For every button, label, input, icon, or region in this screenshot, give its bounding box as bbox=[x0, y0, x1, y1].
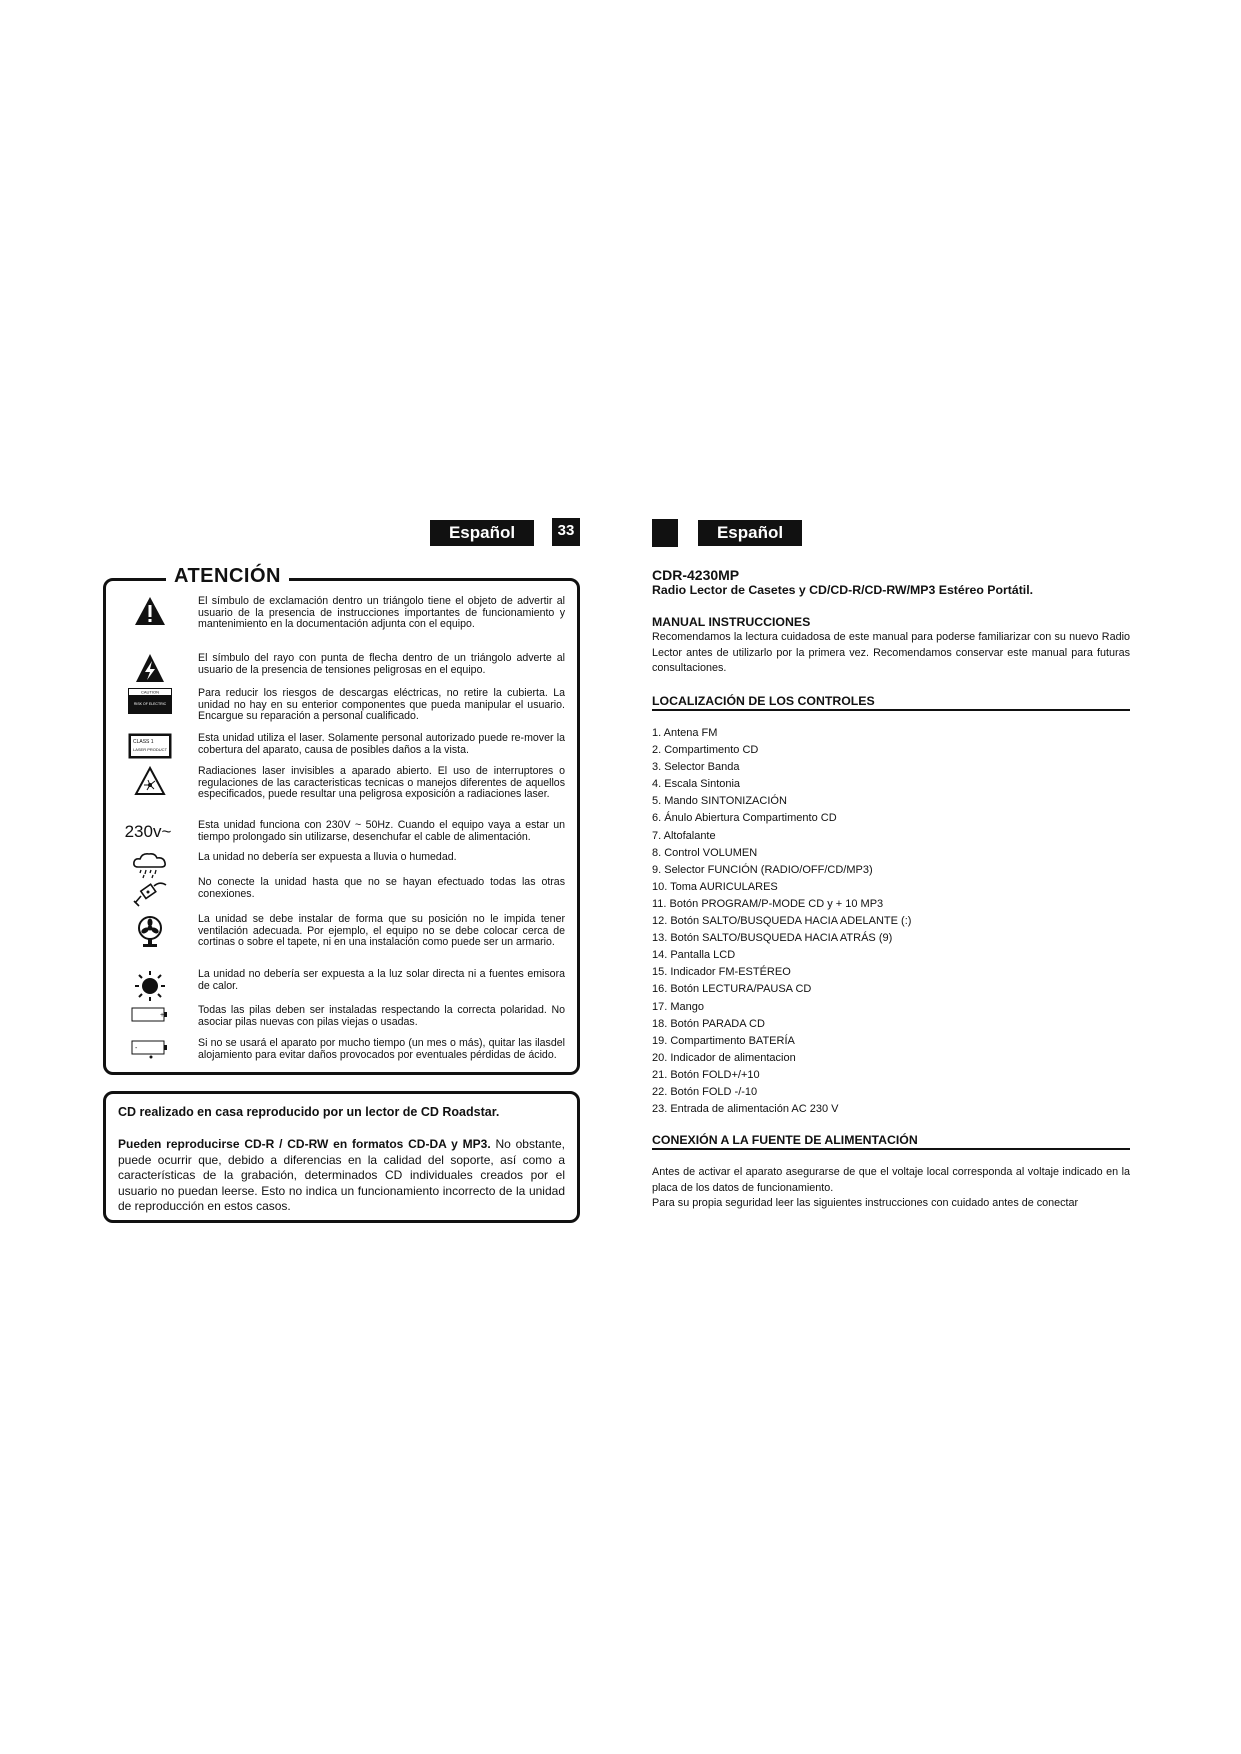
control-item: 20. Indicador de alimentacion bbox=[652, 1051, 796, 1064]
controls-heading: LOCALIZACIÓN DE LOS CONTROLES bbox=[652, 694, 1130, 711]
warning-text: Esta unidad utiliza el laser. Solamente personal autorizado puede re-mover la cobertura del aparato, causa de posibles daños a la vista. bbox=[198, 732, 565, 756]
warning-text: El símbulo del rayo con punta de flecha dentro de un triángolo adverte al usuario de la presencia de tensiones peligrosas en el equipo. bbox=[198, 652, 565, 676]
cd-notice-body: No obstante, puede ocurrir que, debido a diferencias en la calidad del soporte, así como a características de la grabación, determinados CD individuales creados por el usuario no puedan leerse. Esto no indica un funcionamiento incorrecto de la unidad de reproducción en estos casos. bbox=[118, 1137, 565, 1214]
laser-radiation-icon bbox=[125, 766, 175, 806]
control-item: 13. Botón SALTO/BUSQUEDA HACIA ATRÁS (9) bbox=[652, 932, 893, 945]
control-item: 23. Entrada de alimentación AC 230 V bbox=[652, 1103, 839, 1116]
control-item: 6. Ánulo Abiertura Compartimento CD bbox=[652, 812, 837, 825]
control-item: 18. Botón PARADA CD bbox=[652, 1017, 765, 1030]
caution-label-icon bbox=[125, 688, 175, 728]
model-number: CDR-4230MP bbox=[652, 567, 740, 583]
control-item: 2. Compartimento CD bbox=[652, 744, 759, 757]
attention-box bbox=[103, 565, 580, 1075]
attention-title: ATENCIÓN bbox=[166, 565, 289, 588]
control-item: 10. Toma AURICULARES bbox=[652, 880, 778, 893]
control-item: 12. Botón SALTO/BUSQUEDA HACIA ADELANTE (:) bbox=[652, 915, 912, 928]
warning-text: Si no se usará el aparato por mucho tiempo (un mes o más), quitar las ilasdel alojamiento para evitar daños provocados por eventuales pérdidas de ácido. bbox=[198, 1037, 565, 1061]
voltage-icon: 230v~ bbox=[124, 822, 172, 841]
product-title: Radio Lector de Casetes y CD/CD-R/CD-RW/MP3 Estéreo Portátil. bbox=[652, 583, 1034, 597]
manual-heading: MANUAL INSTRUCCIONES bbox=[652, 615, 811, 629]
warning-text: Todas las pilas deben ser instaladas respectando la correcta polaridad. No asociar pilas nuevas con pilas viejas o usadas. bbox=[198, 1004, 565, 1028]
control-item: 3. Selector Banda bbox=[652, 761, 740, 774]
cd-notice-text bbox=[118, 1137, 565, 1215]
exclamation-triangle-icon bbox=[125, 596, 175, 636]
warning-text: No conecte la unidad hasta que no se hayan efectuado todas las otras conexiones. bbox=[198, 876, 565, 900]
warning-text: La unidad no debería ser expuesta a la luz solar directa ni a fuentes emisora de calor. bbox=[198, 968, 565, 992]
control-item: 16. Botón LECTURA/PAUSA CD bbox=[652, 983, 812, 996]
control-item: 4. Escala Sintonia bbox=[652, 778, 741, 791]
svg-text:-: - bbox=[135, 1045, 138, 1052]
cd-notice-title: CD realizado en casa reproducido por un lector de CD Roadstar. bbox=[118, 1105, 500, 1119]
lightning-triangle-icon bbox=[125, 653, 175, 693]
warning-text: La unidad no debería ser expuesta a lluvia o humedad. bbox=[198, 851, 457, 863]
control-item: 19. Compartimento BATERÍA bbox=[652, 1034, 795, 1047]
control-item: 7. Altofalante bbox=[652, 829, 716, 842]
control-item: 21. Botón FOLD+/+10 bbox=[652, 1068, 760, 1081]
control-item: 8. Control VOLUMEN bbox=[652, 846, 758, 859]
language-tag-right: Español bbox=[698, 520, 802, 546]
control-item: 17. Mango bbox=[652, 1000, 704, 1013]
page-number: 33 bbox=[552, 518, 580, 546]
control-item: 1. Antena FM bbox=[652, 727, 718, 739]
warning-text: La unidad se debe instalar de forma que su posición no le impida tener ventilación adecuada. Por ejemplo, el equipo no se debe colocar cerca de cortinas o sobre el tapete, ni en una instalación como puede ser un armario. bbox=[198, 913, 565, 949]
control-item: 11. Botón PROGRAM/P-MODE CD y + 10 MP3 bbox=[652, 897, 884, 910]
power-text-2: Para su propia seguridad leer las siguientes instrucciones con cuidado antes de conectar bbox=[652, 1197, 1079, 1209]
control-item: 5. Mando SINTONIZACIÓN bbox=[652, 795, 787, 808]
cd-notice-lead: Pueden reproducirse CD-R / CD-RW en formatos CD-DA y MP3. bbox=[118, 1137, 491, 1151]
controls-list bbox=[652, 725, 1130, 1118]
warning-text: El símbulo de exclamación dentro un triángolo tiene el objeto de advertir al usuario de la presencia de instrucciones importantes de funcionamiento y mantenimiento en la documentación adjunta con el equipo. bbox=[198, 595, 565, 631]
plug-icon bbox=[125, 877, 175, 917]
svg-text:CAUTION: CAUTION bbox=[141, 689, 159, 695]
black-marker bbox=[652, 519, 678, 547]
warning-text: Radiaciones laser invisibles a aparado abierto. El uso de interruptores o regulaciones de las caracteristicas tecnicas o manejos diferentes de aquellos especificados, puede resultar una peligrosa exposición a radiaciones laser. bbox=[198, 765, 565, 801]
svg-text:RISK OF ELECTRIC: RISK OF ELECTRIC bbox=[133, 702, 167, 706]
warning-text: Para reducir los riesgos de descargas eléctricas, no retire la cubierta. La unidad no hay en su enterior componentes que pueda manipular el usuario. Encargue su reparación a personal cualificado. bbox=[198, 687, 565, 723]
svg-text:CLASS 1: CLASS 1 bbox=[133, 739, 154, 745]
cd-notice-box bbox=[103, 1091, 580, 1223]
language-tag-left: Español bbox=[430, 520, 534, 546]
battery-leak-icon bbox=[125, 1038, 175, 1078]
control-item: 15. Indicador FM-ESTÉREO bbox=[652, 966, 791, 979]
svg-text:+: + bbox=[160, 1012, 165, 1019]
control-item: 22. Botón FOLD -/-10 bbox=[652, 1085, 758, 1098]
warning-text: Esta unidad funciona con 230V ~ 50Hz. Cuando el equipo vaya a estar un tiempo prolongado sin utilizarse, desenchufar el cable de alimentación. bbox=[198, 819, 565, 843]
ventilation-fan-icon bbox=[125, 914, 175, 954]
control-item: 9. Selector FUNCIÓN (RADIO/OFF/CD/MP3) bbox=[652, 863, 873, 876]
power-heading: CONEXIÓN A LA FUENTE DE ALIMENTACIÓN bbox=[652, 1133, 1130, 1150]
manual-text: Recomendamos la lectura cuidadosa de este manual para poderse familiarizar con su nuevo Radio Lector antes de utilizarlo por la primera vez. Recomendamos conservar este manual para futuras consultaciones. bbox=[652, 631, 1130, 675]
power-text-1: Antes de activar el aparato asegurarse de que el voltaje local corresponda al voltaje indicado en la placa de los datos de funcionamiento. bbox=[652, 1166, 1130, 1194]
sun-icon bbox=[125, 969, 175, 1009]
svg-text:LASER PRODUCT: LASER PRODUCT bbox=[133, 747, 168, 752]
control-item: 14. Pantalla LCD bbox=[652, 949, 736, 962]
